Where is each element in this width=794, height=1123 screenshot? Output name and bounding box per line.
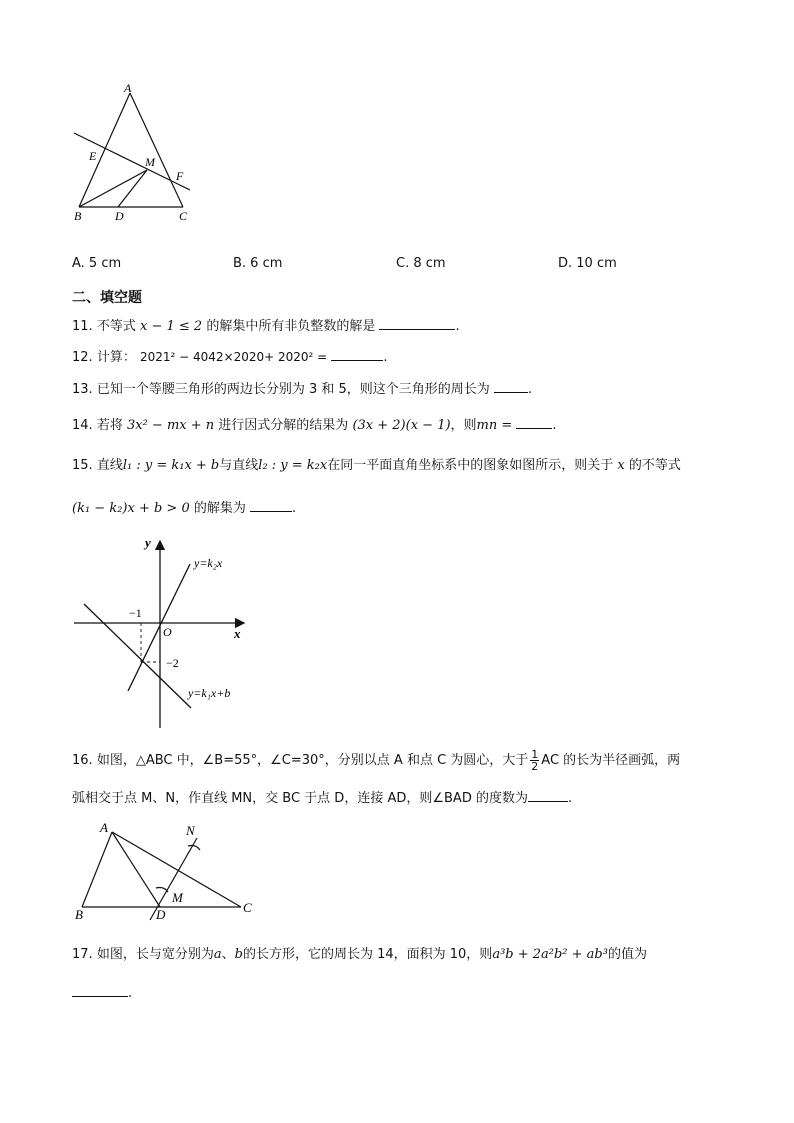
option-b: B. 6 cm — [233, 256, 283, 271]
tick-neg1: −1 — [129, 606, 142, 620]
label-N16: N — [186, 823, 195, 838]
q15-l1: l₁ : y = k₁x + b — [122, 458, 220, 473]
axis-label-x: x — [234, 626, 241, 641]
label-C: C — [179, 209, 188, 223]
q14-pre: 若将 — [96, 418, 123, 433]
q11-post: 的解集中所有非负整数的解是 — [206, 319, 376, 334]
label-D16: D — [156, 907, 166, 922]
axis-label-y: y — [145, 535, 151, 550]
q14-post: ，则 — [450, 418, 477, 433]
q17-sep: 、 — [221, 947, 235, 962]
origin-label: O — [163, 625, 172, 639]
option-a: A. 5 cm — [72, 256, 122, 271]
label-A16: A — [100, 820, 108, 835]
label-E: E — [89, 149, 97, 163]
q12-end: . — [383, 350, 388, 365]
question-16-line2 — [72, 789, 572, 808]
q14-end: . — [552, 418, 557, 433]
q17-expr: a³b + 2a²b² + ab³ — [492, 947, 608, 962]
q16-pre: 如图，△ABC 中，∠B=55°，∠C=30°，分别以点 A 和点 C 为圆心，大于 — [96, 753, 529, 768]
q13-text: 已知一个等腰三角形的两边长分别为 3 和 5，则这个三角形的周长为 — [96, 382, 490, 397]
q16-number: 16. — [72, 753, 93, 768]
q11-end: . — [455, 319, 460, 334]
label-A: A — [124, 81, 132, 95]
section-title: 二、填空题 — [72, 290, 142, 306]
q17-number: 17. — [72, 947, 93, 962]
q17-a: a — [213, 947, 222, 962]
q14-expr3: mn = — [476, 418, 513, 433]
q13-answer-blank[interactable] — [494, 380, 528, 393]
q15-end: . — [292, 501, 297, 516]
q17-post2: 的值为 — [607, 947, 647, 962]
option-d: D. 10 cm — [558, 256, 617, 271]
q15-pre: 直线 — [96, 458, 123, 473]
q12-expr: 2021² − 4042×2020+ 2020² = — [139, 350, 328, 364]
question-17-line1 — [72, 946, 647, 964]
q12-answer-blank[interactable] — [331, 348, 383, 361]
q15-post2: 的不等式 — [628, 458, 681, 473]
q14-answer-blank[interactable] — [516, 416, 552, 429]
option-c: C. 8 cm — [396, 256, 446, 271]
question-12 — [72, 348, 388, 367]
question-15-line1 — [72, 457, 681, 475]
line-k2 — [128, 564, 190, 691]
q15-x: x — [617, 458, 625, 473]
question-17-line2 — [72, 984, 132, 1003]
triangle-figure-q10 — [66, 78, 206, 226]
label-B16: B — [75, 907, 83, 922]
label-M16: M — [172, 890, 183, 905]
q15-mid: 与直线 — [219, 458, 259, 473]
q17-b: b — [234, 947, 243, 962]
q13-end: . — [527, 382, 533, 397]
line-k1-label: y=k₁x+b — [188, 686, 231, 700]
q17-pre: 如图，长与宽分别为 — [96, 947, 214, 962]
q16-fraction — [530, 749, 539, 772]
q14-number: 14. — [72, 418, 93, 433]
q14-expr2: (3x + 2)(x − 1) — [352, 418, 451, 433]
q14-expr1: 3x² − mx + n — [126, 418, 215, 433]
q17-answer-blank[interactable] — [72, 984, 128, 997]
q16-end: . — [567, 791, 573, 806]
q13-number: 13. — [72, 382, 93, 397]
q15-post3: 的解集为 — [193, 501, 246, 516]
question-16-line1 — [72, 749, 680, 772]
q17-post: 的长方形，它的周长为 14，面积为 10，则 — [242, 947, 493, 962]
q15-post: 在同一平面直角坐标系中的图象如图所示，则关于 — [327, 458, 614, 473]
label-M: M — [145, 155, 155, 169]
label-F: F — [176, 169, 184, 183]
q15-l2: l₂ : y = k₂x — [258, 458, 328, 473]
q12-pre: 计算： — [96, 350, 136, 365]
q11-number: 11. — [72, 319, 93, 334]
q15-number: 15. — [72, 458, 93, 473]
label-D: D — [115, 209, 124, 223]
q16-frac-num: 1 — [531, 748, 539, 761]
q11-expr: x − 1 ≤ 2 — [139, 319, 203, 334]
label-C16: C — [243, 900, 252, 915]
q11-answer-blank[interactable] — [379, 317, 455, 330]
line-k2-label: y=k₂x — [194, 556, 223, 570]
q16-line2: 弧相交于点 M、N，作直线 MN，交 BC 于点 D，连接 AD，则∠BAD 的度数为 — [72, 791, 528, 806]
q12-number: 12. — [72, 350, 93, 365]
question-15-line2 — [72, 499, 296, 518]
q11-pre: 不等式 — [96, 319, 136, 334]
q14-mid: 进行因式分解的结果为 — [218, 418, 349, 433]
triangle-figure-q16 — [66, 818, 266, 924]
q16-frac-den: 2 — [531, 760, 539, 773]
q15-inequality: (k₁ − k₂)x + b > 0 — [72, 501, 190, 516]
question-11 — [72, 317, 460, 336]
q17-end: . — [128, 986, 133, 1001]
question-13 — [72, 380, 532, 399]
tick-neg2: −2 — [166, 656, 179, 670]
label-B: B — [74, 209, 82, 223]
q16-answer-blank[interactable] — [528, 789, 568, 802]
question-14 — [72, 416, 557, 435]
q16-post: AC 的长为半径画弧，两 — [541, 753, 681, 768]
coordinate-figure-q15 — [66, 530, 266, 735]
q15-answer-blank[interactable] — [250, 499, 292, 512]
